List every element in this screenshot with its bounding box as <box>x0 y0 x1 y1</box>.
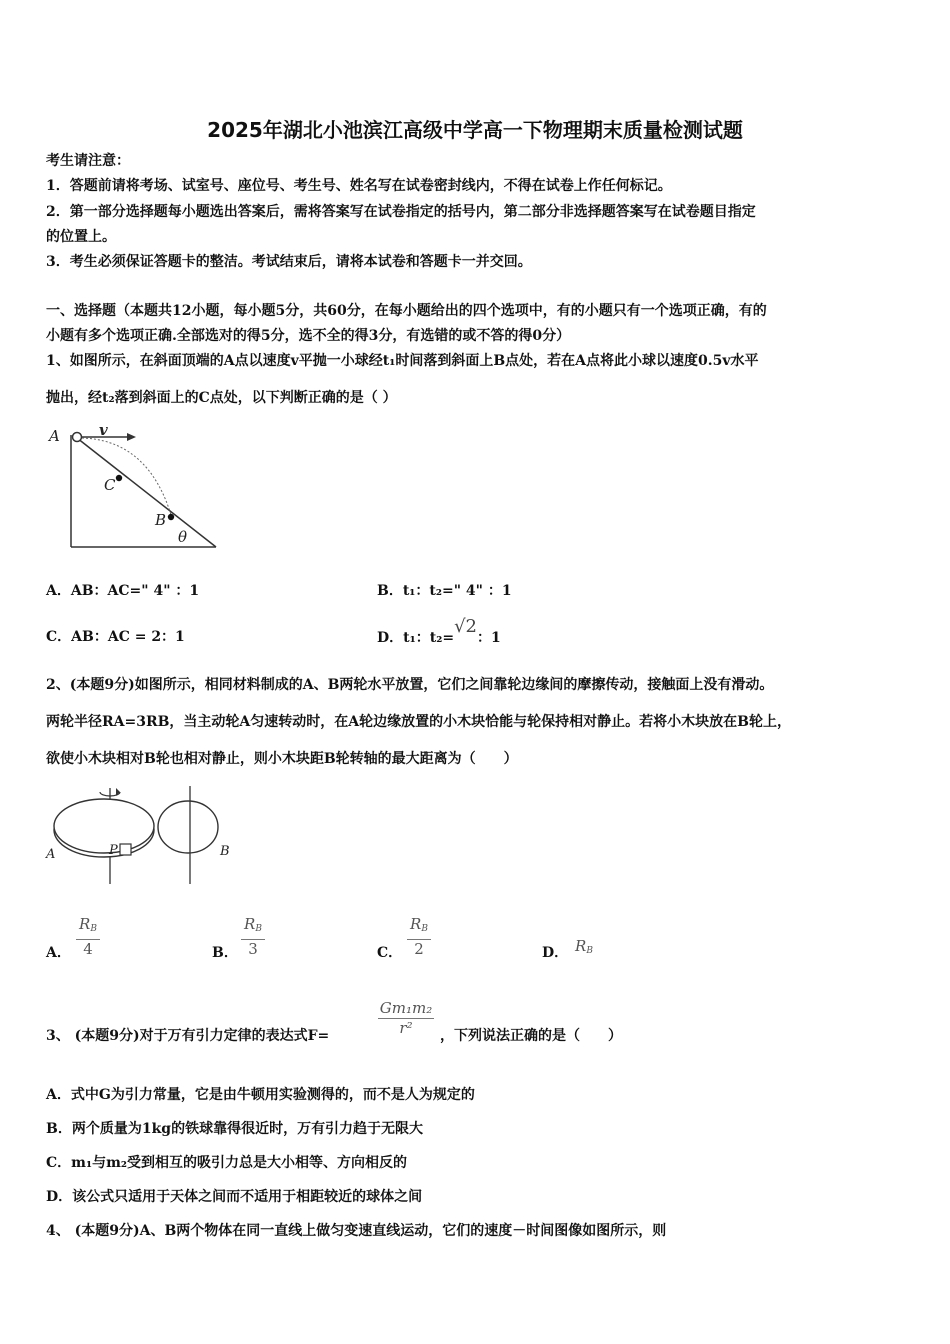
q3-option-a: A．式中G为引力常量，它是由牛顿用实验测得的，而不是人为规定的 <box>46 1087 475 1103</box>
q3-option-b: B．两个质量为1kg的铁球靠得很近时，万有引力趋于无限大 <box>46 1121 424 1137</box>
q2-wheels-figure <box>44 780 244 890</box>
q2-option-d-letter: D． <box>542 945 569 961</box>
q2-option-b-letter: B． <box>212 945 238 961</box>
q2-option-d-value: $R_B$ <box>575 937 593 956</box>
q1-option-d-root: √2 <box>454 616 477 637</box>
q1-option-d <box>377 616 501 647</box>
q3-gravity-formula: Gm₁m₂ r² <box>379 999 433 1037</box>
q1-label-v: v <box>99 421 108 439</box>
q2-stem-line3: 欲使小木块相对B轮也相对静止，则小木块距B轮转轴的最大距离为（ ） <box>46 751 518 767</box>
q2-option-a-letter: A． <box>46 945 71 961</box>
q2-label-b: B <box>220 844 230 859</box>
q1-option-d-suffix: ：1 <box>477 630 501 646</box>
q1-label-b: B <box>155 511 167 529</box>
q1-label-c: C <box>104 476 116 494</box>
q2-option-b-fraction: $R_B$ 3 <box>241 916 265 958</box>
q1-label-theta: θ <box>178 528 188 546</box>
q1-stem-line1: 1、如图所示，在斜面顶端的A点以速度v平抛一小球经t₁时间落到斜面上B点处，若在A点将此小球以速度0.5v水平 <box>46 353 759 369</box>
section-header-line2: 小题有多个选项正确.全部选对的得5分，选不全的得3分，有选错的或不答的得0分） <box>46 328 571 344</box>
section-header-line1: 一、选择题（本题共12小题，每小题5分，共60分，在每小题给出的四个选项中，有的小题只有一个选项正确，有的 <box>46 303 767 319</box>
q3-stem-prefix: 3、 (本题9分)对于万有引力定律的表达式F= <box>46 1028 330 1044</box>
q1-label-a: A <box>49 427 60 445</box>
q1-option-d-prefix: D．t₁：t₂= <box>377 630 455 646</box>
q2-label-a: A <box>46 847 56 862</box>
notice-heading: 考生请注意： <box>46 153 130 169</box>
q1-option-a: A．AB：AC=" 4" ：1 <box>46 583 200 599</box>
notice-item-2-cont: 的位置上。 <box>46 229 116 245</box>
q2-option-c-letter: C． <box>377 945 403 961</box>
q1-incline-figure <box>44 420 224 555</box>
notice-item-1: 1．答题前请将考场、试室号、座位号、考生号、姓名写在试卷密封线内，不得在试卷上作任何标记。 <box>46 178 672 194</box>
q3-option-d: D．该公式只适用于天体之间而不适用于相距较近的球体之间 <box>46 1189 423 1205</box>
q2-label-p: P <box>109 843 118 858</box>
q4-stem-line1: 4、 (本题9分)A、B两个物体在同一直线上做匀变速直线运动，它们的速度－时间图像如图所示，则 <box>46 1223 667 1239</box>
q2-stem-line1: 2、(本题9分)如图所示，相同材料制成的A、B两轮水平放置，它们之间靠轮边缘间的摩擦传动，接触面上没有滑动。 <box>46 677 774 693</box>
q2-option-a-fraction: $R_B$ 4 <box>76 916 100 958</box>
q1-stem-line2: 抛出，经t₂落到斜面上的C点处，以下判断正确的是（ ） <box>46 390 397 406</box>
notice-item-3: 3．考生必须保证答题卡的整洁。考试结束后，请将本试卷和答题卡一并交回。 <box>46 254 532 270</box>
notice-item-2: 2．第一部分选择题每小题选出答案后，需将答案写在试卷指定的括号内，第二部分非选择题答案写在试卷题目指定 <box>46 204 756 220</box>
q2-stem-line2: 两轮半径RA=3RB，当主动轮A匀速转动时，在A轮边缘放置的小木块恰能与轮保持相对静止。若将小木块放在B轮上， <box>46 714 791 730</box>
page-title: 2025年湖北小池滨江高级中学高一下物理期末质量检测试题 <box>207 118 743 142</box>
q3-stem-suffix: ，下列说法正确的是（ ） <box>440 1028 622 1044</box>
q2-option-c-fraction: $R_B$ 2 <box>407 916 431 958</box>
q1-option-b: B．t₁：t₂=" 4" ：1 <box>377 583 512 599</box>
q3-option-c: C．m₁与m₂受到相互的吸引力总是大小相等、方向相反的 <box>46 1155 408 1171</box>
q1-option-c: C．AB：AC = 2：1 <box>46 629 185 645</box>
